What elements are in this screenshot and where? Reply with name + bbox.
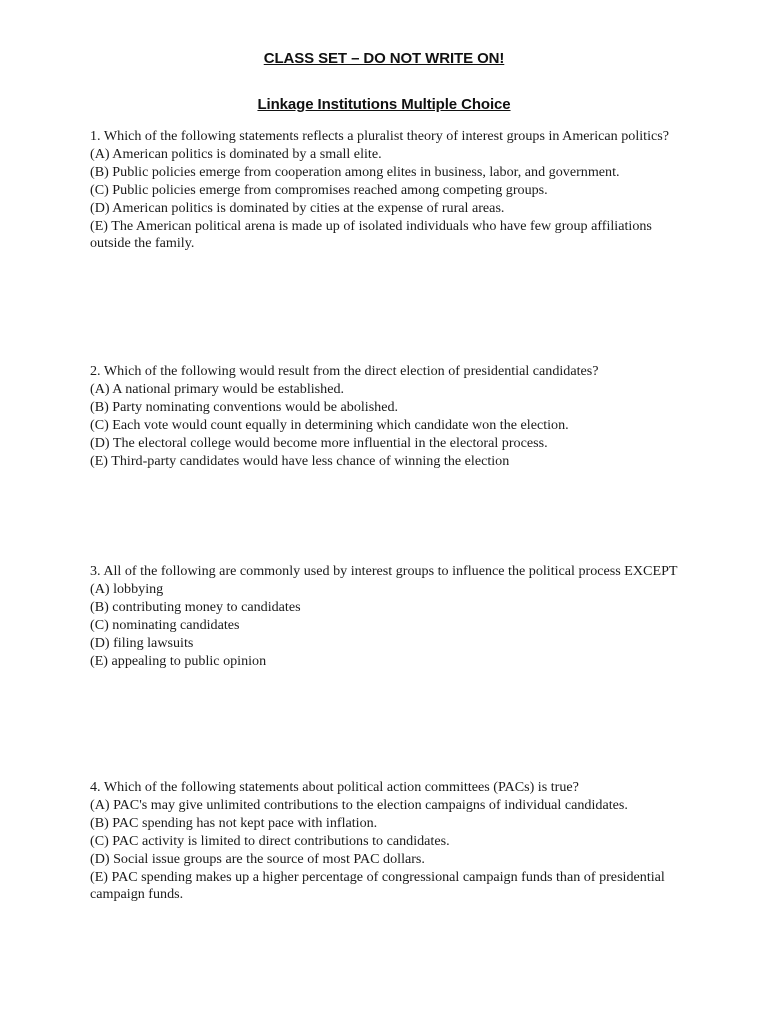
answer-option: (C) nominating candidates [90,616,240,633]
question-1 [90,128,690,253]
class-set-heading: CLASS SET – DO NOT WRITE ON! [263,50,505,67]
answer-option: (D) Social issue groups are the source of most PAC dollars. [90,850,425,867]
question-stem: 1. Which of the following statements reflects a pluralist theory of interest groups in American politics? [90,128,669,144]
answer-option: (D) American politics is dominated by cities at the expense of rural areas. [90,199,505,216]
answer-option: (B) Party nominating conventions would be abolished. [90,398,399,415]
question-stem: 2. Which of the following would result from the direct election of presidential candidates? [90,363,599,379]
answer-option: (D) filing lawsuits [90,634,194,651]
answer-option: (C) PAC activity is limited to direct contributions to candidates. [90,832,450,849]
answer-option: (D) The electoral college would become more influential in the electoral process. [90,434,548,451]
answer-option: (E) Third-party candidates would have less chance of winning the election [90,452,510,469]
answer-option: (E) PAC spending makes up a higher percentage of congressional campaign funds than of presidential campaign funds. [90,868,665,903]
answer-option: (B) contributing money to candidates [90,598,301,615]
answer-option: (C) Public policies emerge from compromises reached among competing groups. [90,181,548,198]
answer-option: (E) appealing to public opinion [90,652,267,669]
answer-option: (A) lobbying [90,580,164,597]
answer-option: (C) Each vote would count equally in determining which candidate won the election. [90,416,569,433]
answer-option: (A) American politics is dominated by a small elite. [90,145,382,162]
answer-option: (E) The American political arena is made up of isolated individuals who have few group affiliations outside the family. [90,217,652,252]
question-2 [90,363,690,470]
question-4 [90,779,690,904]
question-stem: 4. Which of the following statements about political action committees (PACs) is true? [90,779,579,795]
answer-option: (B) PAC spending has not kept pace with inflation. [90,814,378,831]
answer-option: (B) Public policies emerge from cooperation among elites in business, labor, and government. [90,163,620,180]
answer-option: (A) A national primary would be established. [90,380,345,397]
worksheet-title: Linkage Institutions Multiple Choice [257,96,511,113]
question-stem: 3. All of the following are commonly used by interest groups to influence the political process EXCEPT [90,563,678,579]
answer-option: (A) PAC's may give unlimited contributions to the election campaigns of individual candidates. [90,796,628,813]
question-3 [90,563,690,670]
